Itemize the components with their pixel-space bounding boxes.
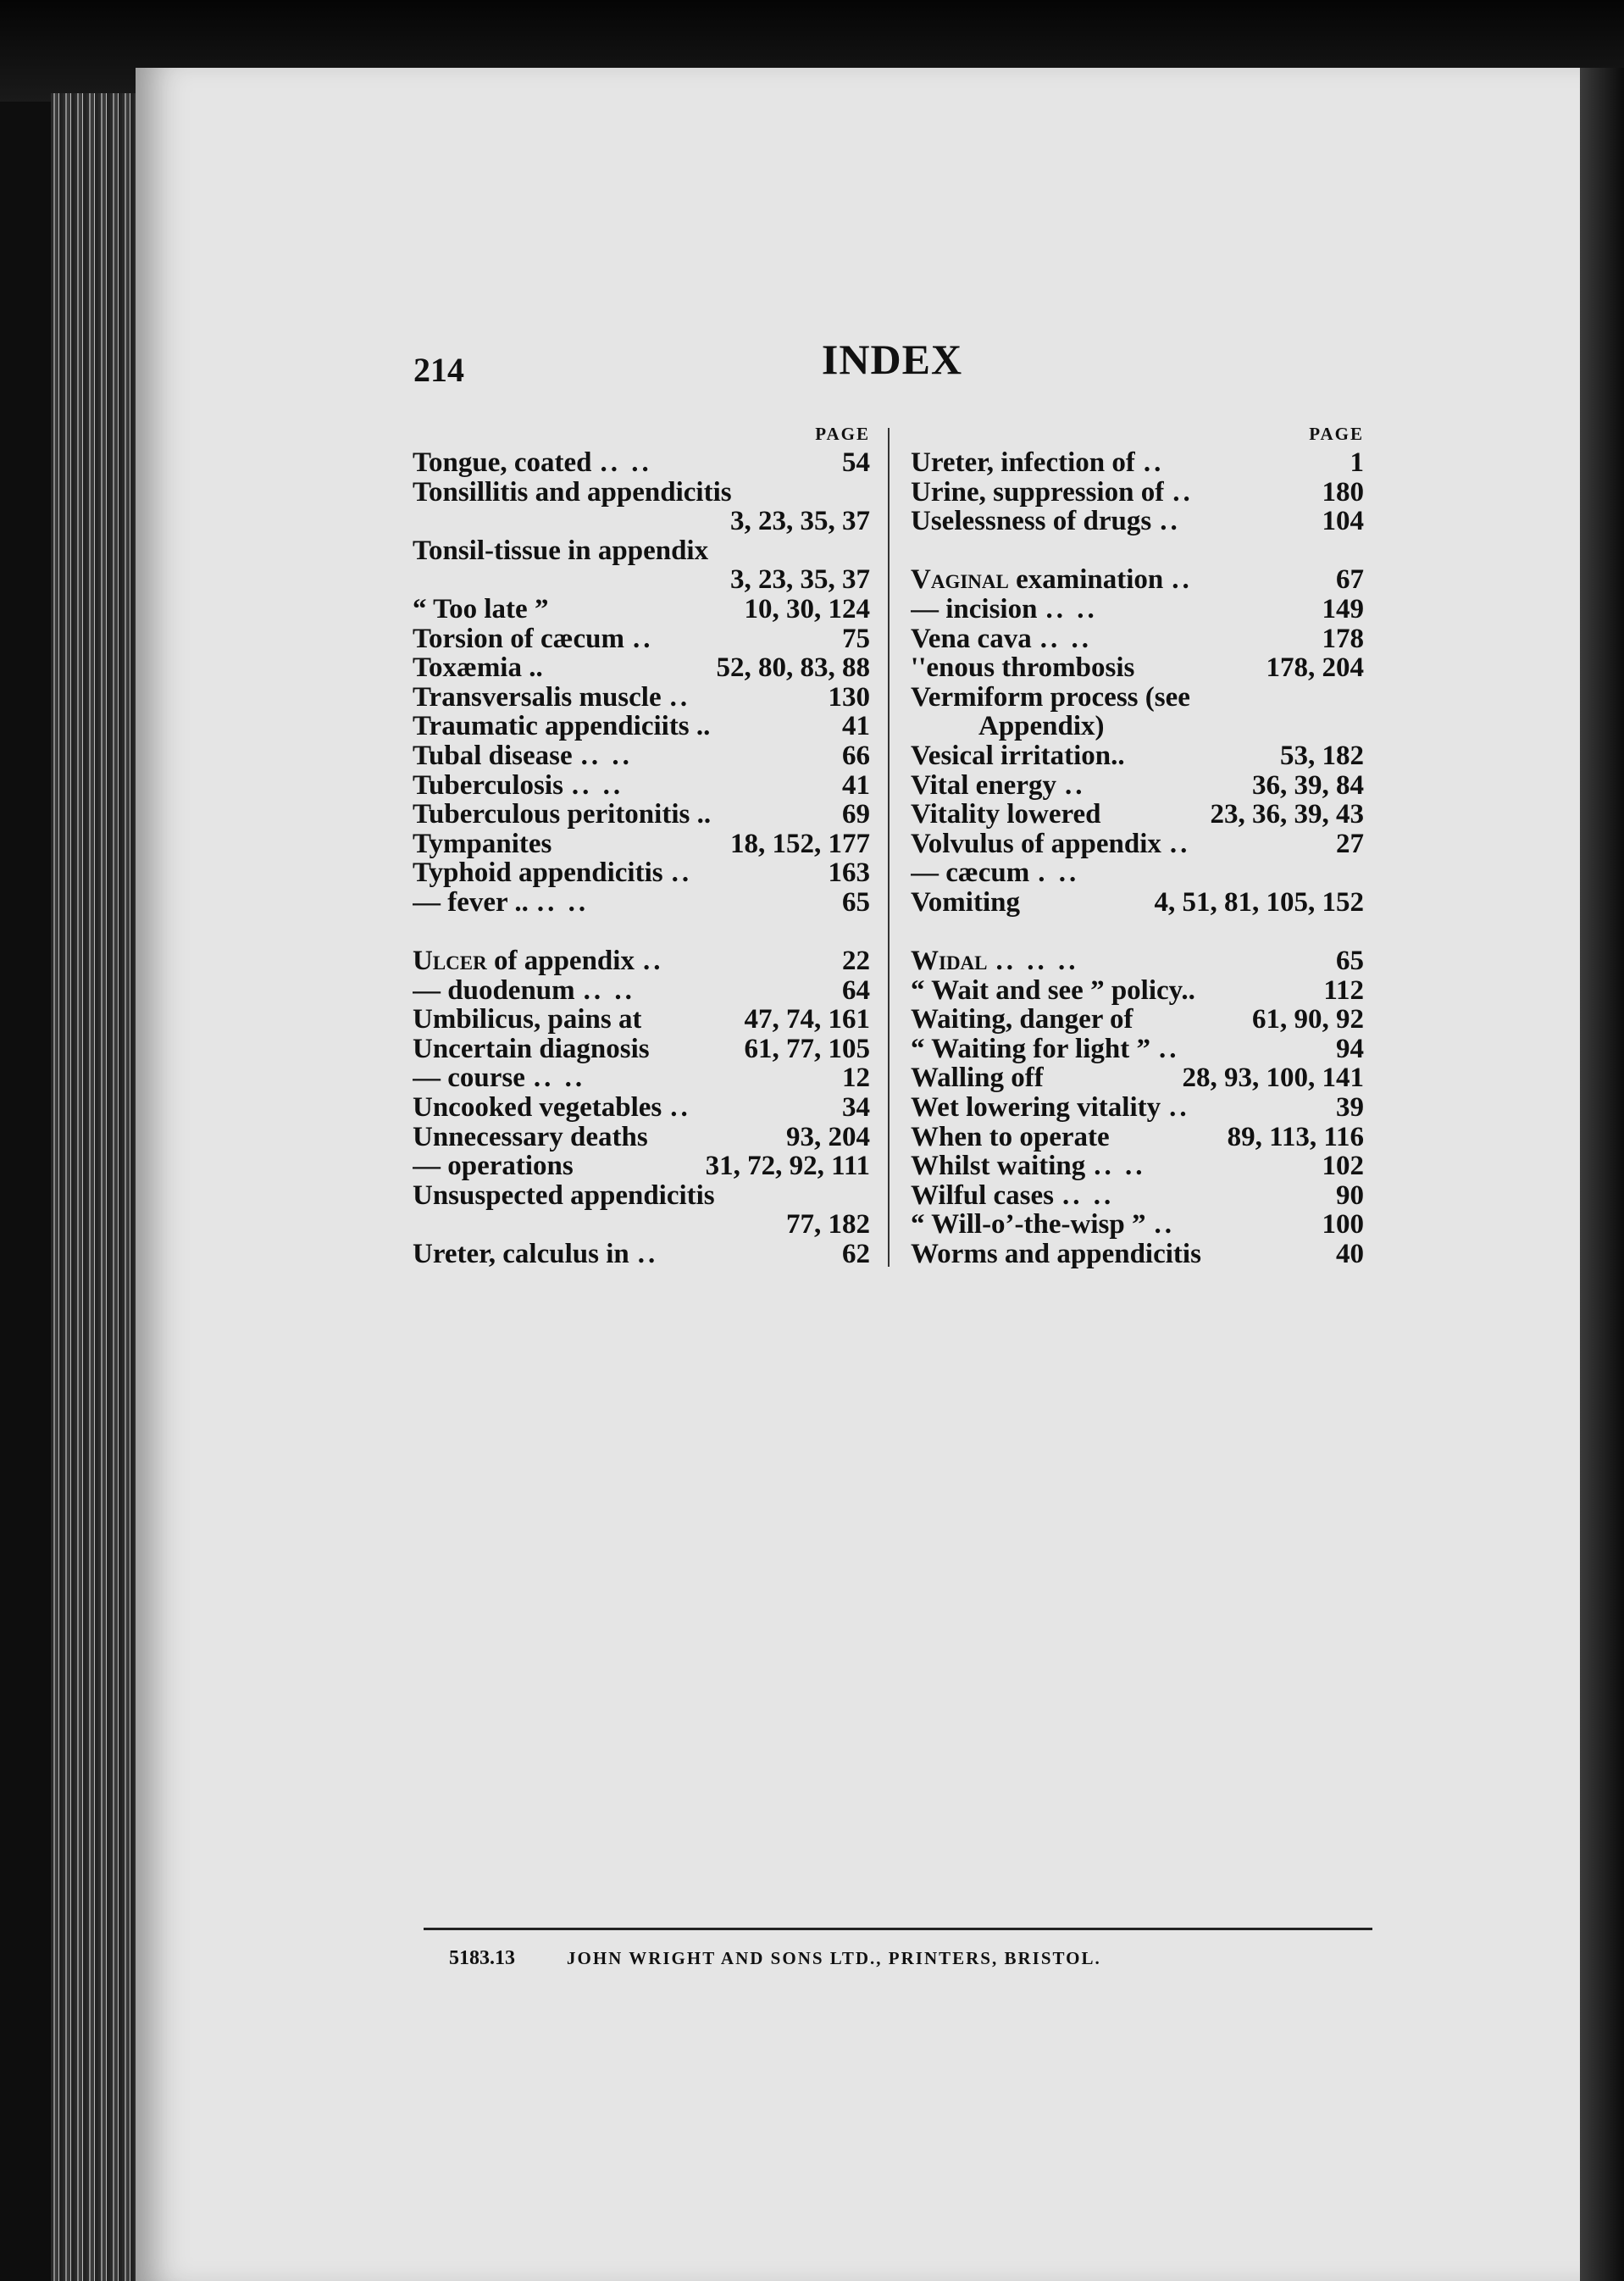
entry-term: Typhoid appendicitis (413, 858, 663, 888)
entry-pages: 27 (1336, 828, 1364, 859)
index-entry (911, 830, 1364, 859)
book-spine-edge (51, 93, 144, 2281)
index-entry (413, 1035, 870, 1064)
entry-term: Traumatic appendiciits .. (413, 712, 711, 741)
index-entry (413, 1123, 870, 1152)
leader-dots: .. (1158, 1034, 1180, 1064)
leader-dots: .. .. (1045, 594, 1098, 624)
leader-dots: .. (1143, 448, 1165, 478)
leader-dots: .. (632, 624, 654, 654)
index-entry (413, 624, 870, 654)
entry-pages: 149 (1322, 593, 1364, 624)
index-entry (911, 1240, 1364, 1269)
entry-term: ''enous thrombosis (911, 653, 1135, 683)
index-entry (413, 1240, 870, 1269)
entry-pages: 22 (842, 946, 870, 977)
index-entry (413, 536, 870, 566)
entry-pages: 94 (1336, 1033, 1364, 1064)
entry-term: Ureter, infection of (911, 448, 1135, 478)
entry-term: “ Too late ” (413, 594, 549, 624)
entry-pages: 53, 182 (1280, 740, 1364, 771)
index-entry (413, 1093, 870, 1123)
leader-dots: .. .. (1039, 624, 1092, 654)
index-entry (413, 771, 870, 801)
index-entry (911, 858, 1364, 888)
entry-pages: 178 (1322, 623, 1364, 654)
entry-pages: 39 (1336, 1092, 1364, 1124)
index-entry (911, 800, 1364, 830)
index-entry (413, 448, 870, 478)
entry-pages: 3, 23, 35, 37 (730, 564, 870, 596)
entry-term: Vital energy (911, 770, 1056, 801)
index-entry (911, 565, 1364, 595)
entry-pages: 69 (842, 799, 870, 830)
entry-term: Ureter, calculus in (413, 1240, 629, 1269)
entry-term: Tuberculous peritonitis .. (413, 800, 712, 830)
entry-term: Unnecessary deaths (413, 1122, 648, 1152)
index-entries-right (911, 448, 1364, 1269)
index-entry (911, 478, 1364, 508)
entry-pages: 66 (842, 740, 870, 771)
index-entry (911, 1063, 1364, 1093)
entry-term: Tonsillitis and appendicitis (413, 477, 732, 508)
entry-term: Walling off (911, 1063, 1044, 1094)
index-entry (413, 478, 870, 508)
index-entry-continuation (413, 507, 870, 536)
leader-dots: .. (1169, 829, 1191, 859)
index-entry (911, 712, 1364, 741)
leader-dots: .. (670, 1093, 691, 1123)
entry-pages: 31, 72, 92, 111 (705, 1151, 870, 1182)
entry-pages: 4, 51, 81, 105, 152 (1154, 886, 1364, 918)
index-entry (413, 741, 870, 771)
entry-pages: 41 (842, 711, 870, 742)
leader-dots: .. (1064, 770, 1086, 801)
entry-pages: 64 (842, 974, 870, 1006)
leader-dots: . .. (1038, 858, 1080, 888)
index-entry (911, 976, 1364, 1006)
entry-term: Tongue, coated (413, 448, 592, 478)
page-title: INDEX (821, 336, 963, 383)
leader-dots: .. .. (600, 448, 652, 478)
index-column-left (413, 419, 870, 1269)
index-entry (413, 1063, 870, 1093)
entry-pages: 28, 93, 100, 141 (1182, 1063, 1364, 1094)
index-entry (911, 1152, 1364, 1181)
entry-term: “ Will-o’-the-wisp ” (911, 1210, 1146, 1240)
entry-pages: 61, 90, 92 (1252, 1004, 1364, 1035)
index-entry (911, 1181, 1364, 1211)
index-entry (413, 683, 870, 713)
index-entry (911, 1005, 1364, 1035)
index-entry (413, 712, 870, 741)
leader-dots: .. (642, 946, 664, 976)
entry-term: Appendix) (978, 712, 1105, 741)
entry-term: Volvulus of appendix (911, 829, 1161, 859)
leader-dots: .. .. (571, 770, 624, 801)
entry-pages: 89, 113, 116 (1227, 1121, 1364, 1152)
index-entry-continuation (413, 1210, 870, 1240)
index-entry (413, 800, 870, 830)
entry-pages: 77, 182 (786, 1209, 870, 1240)
entry-term: — operations (413, 1152, 574, 1181)
section-gap (911, 536, 1364, 566)
index-entry (413, 946, 870, 976)
printer-footer (449, 1947, 1101, 1970)
print-code: 5183.13 (449, 1947, 515, 1969)
leader-dots: .. .. (580, 741, 633, 771)
entry-term: Worms and appendicitis (911, 1240, 1201, 1269)
index-entry (911, 946, 1364, 976)
entry-term (413, 946, 635, 976)
entry-term: Transversalis muscle (413, 682, 662, 713)
entry-pages: 62 (842, 1239, 870, 1270)
entry-pages: 112 (1323, 974, 1364, 1006)
entry-pages: 93, 204 (786, 1121, 870, 1152)
entry-term: Torsion of cæcum (413, 624, 624, 654)
entry-term: — fever .. (413, 887, 529, 918)
index-entry (413, 1152, 870, 1181)
leader-dots: .. (1154, 1210, 1175, 1240)
printer-imprint: JOHN WRIGHT AND SONS LTD., PRINTERS, BRISTOL. (567, 1948, 1101, 1968)
entry-term: Uncertain diagnosis (413, 1034, 650, 1064)
entry-term: Tonsil-tissue in appendix (413, 536, 709, 566)
index-entry (413, 976, 870, 1006)
entry-term: Wilful cases (911, 1180, 1054, 1211)
entry-term: Whilst waiting (911, 1152, 1086, 1181)
entry-term: Vena cava (911, 624, 1032, 654)
entry-term: — incision (911, 594, 1038, 624)
entry-term (911, 565, 1163, 595)
entry-term: — course (413, 1063, 525, 1094)
entry-term-rest: examination (1008, 565, 1164, 595)
leader-dots: .. (1172, 477, 1194, 508)
index-entry (911, 741, 1364, 771)
entry-term: Uncooked vegetables (413, 1093, 662, 1123)
entry-pages: 18, 152, 177 (730, 828, 870, 859)
entry-term: — duodenum (413, 975, 575, 1006)
entry-term-smallcaps: Ulcer (413, 946, 487, 976)
index-entry (413, 888, 870, 918)
column-divider (888, 428, 890, 1267)
leader-dots: .. (671, 858, 693, 888)
entry-pages: 40 (1336, 1239, 1364, 1270)
footer-rule (424, 1928, 1372, 1930)
index-entry (911, 1123, 1364, 1152)
index-entry (911, 653, 1364, 683)
index-column-right (911, 419, 1364, 1269)
section-gap (413, 918, 870, 947)
index-entry (911, 683, 1364, 713)
entry-term: Vermiform process (see (911, 682, 1190, 713)
entry-pages: 61, 77, 105 (744, 1033, 870, 1064)
index-entry (911, 624, 1364, 654)
leader-dots: .. (669, 682, 691, 713)
leader-dots: .. .. (536, 887, 590, 918)
entry-pages: 163 (828, 857, 870, 889)
entry-pages: 12 (842, 1063, 870, 1094)
entry-pages: 130 (828, 681, 870, 713)
entry-pages: 41 (842, 769, 870, 801)
entry-term: Vomiting (911, 887, 1020, 918)
index-entry (911, 448, 1364, 478)
index-entry (911, 1035, 1364, 1064)
entry-term: “ Waiting for light ” (911, 1034, 1150, 1064)
index-entry (413, 595, 870, 624)
entry-term: Vitality lowered (911, 800, 1101, 830)
index-entry (911, 1210, 1364, 1240)
entry-pages: 65 (1336, 946, 1364, 977)
entry-pages: 180 (1322, 476, 1364, 508)
entry-pages: 36, 39, 84 (1252, 769, 1364, 801)
entry-term: — cæcum (911, 858, 1030, 888)
entry-term: Unsuspected appendicitis (413, 1180, 715, 1211)
entry-term: Umbilicus, pains at (413, 1005, 642, 1035)
entry-term (911, 946, 988, 976)
entry-pages: 104 (1322, 506, 1364, 537)
page-column-label: PAGE (815, 424, 870, 444)
index-entry (413, 830, 870, 859)
leader-dots: .. .. (583, 975, 635, 1006)
entry-term: When to operate (911, 1122, 1110, 1152)
scan-right-border (1580, 68, 1624, 2281)
leader-dots: .. .. .. (995, 946, 1079, 976)
leader-dots: .. (1172, 565, 1193, 595)
entry-pages: 178, 204 (1266, 652, 1364, 684)
index-entry (413, 1181, 870, 1211)
leader-dots: .. .. (1094, 1152, 1146, 1181)
entry-pages: 1 (1350, 447, 1364, 478)
entry-term: Urine, suppression of (911, 477, 1165, 508)
entry-pages: 90 (1336, 1179, 1364, 1211)
index-entry (413, 653, 870, 683)
entry-term-smallcaps: Widal (911, 946, 988, 976)
entry-pages: 102 (1322, 1151, 1364, 1182)
entry-pages: 75 (842, 623, 870, 654)
entry-term-rest: of appendix (486, 946, 635, 976)
entry-pages: 67 (1336, 564, 1364, 596)
leader-dots: .. (1169, 1093, 1190, 1123)
index-entry (911, 507, 1364, 536)
index-entry (911, 771, 1364, 801)
entry-pages: 65 (842, 886, 870, 918)
entry-pages: 52, 80, 83, 88 (716, 652, 870, 684)
index-entry-continuation (413, 565, 870, 595)
entry-pages: 47, 74, 161 (744, 1004, 870, 1035)
entry-term: Wet lowering vitality (911, 1093, 1161, 1123)
leader-dots: .. .. (1061, 1180, 1115, 1211)
entry-term: Vesical irritation.. (911, 741, 1125, 771)
section-gap (911, 918, 1364, 947)
index-entry (911, 595, 1364, 624)
leader-dots: .. (637, 1240, 659, 1269)
entry-pages: 23, 36, 39, 43 (1210, 799, 1364, 830)
index-entry (413, 1005, 870, 1035)
entry-pages: 34 (842, 1092, 870, 1124)
index-entry (911, 1093, 1364, 1123)
entry-term-smallcaps: Vaginal (911, 565, 1009, 595)
entry-term: Tympanites (413, 829, 552, 859)
leader-dots: .. .. (533, 1063, 586, 1094)
index-entries-left (413, 448, 870, 1269)
entry-pages: 3, 23, 35, 37 (730, 506, 870, 537)
entry-term: Uselessness of drugs (911, 507, 1152, 536)
entry-term: Tubal disease (413, 741, 573, 771)
page-number: 214 (413, 351, 464, 389)
entry-pages: 54 (842, 447, 870, 478)
entry-term: Tuberculosis (413, 770, 563, 801)
leader-dots: .. (1160, 507, 1181, 536)
index-entry (911, 888, 1364, 918)
index-entry (413, 858, 870, 888)
page-column-label: PAGE (1309, 424, 1364, 444)
entry-term: “ Wait and see ” policy.. (911, 975, 1195, 1006)
entry-term: Toxæmia .. (413, 653, 543, 683)
entry-term: Waiting, danger of (911, 1005, 1133, 1035)
entry-pages: 100 (1322, 1209, 1364, 1240)
entry-pages: 10, 30, 124 (744, 593, 870, 624)
page-header (413, 335, 1371, 394)
